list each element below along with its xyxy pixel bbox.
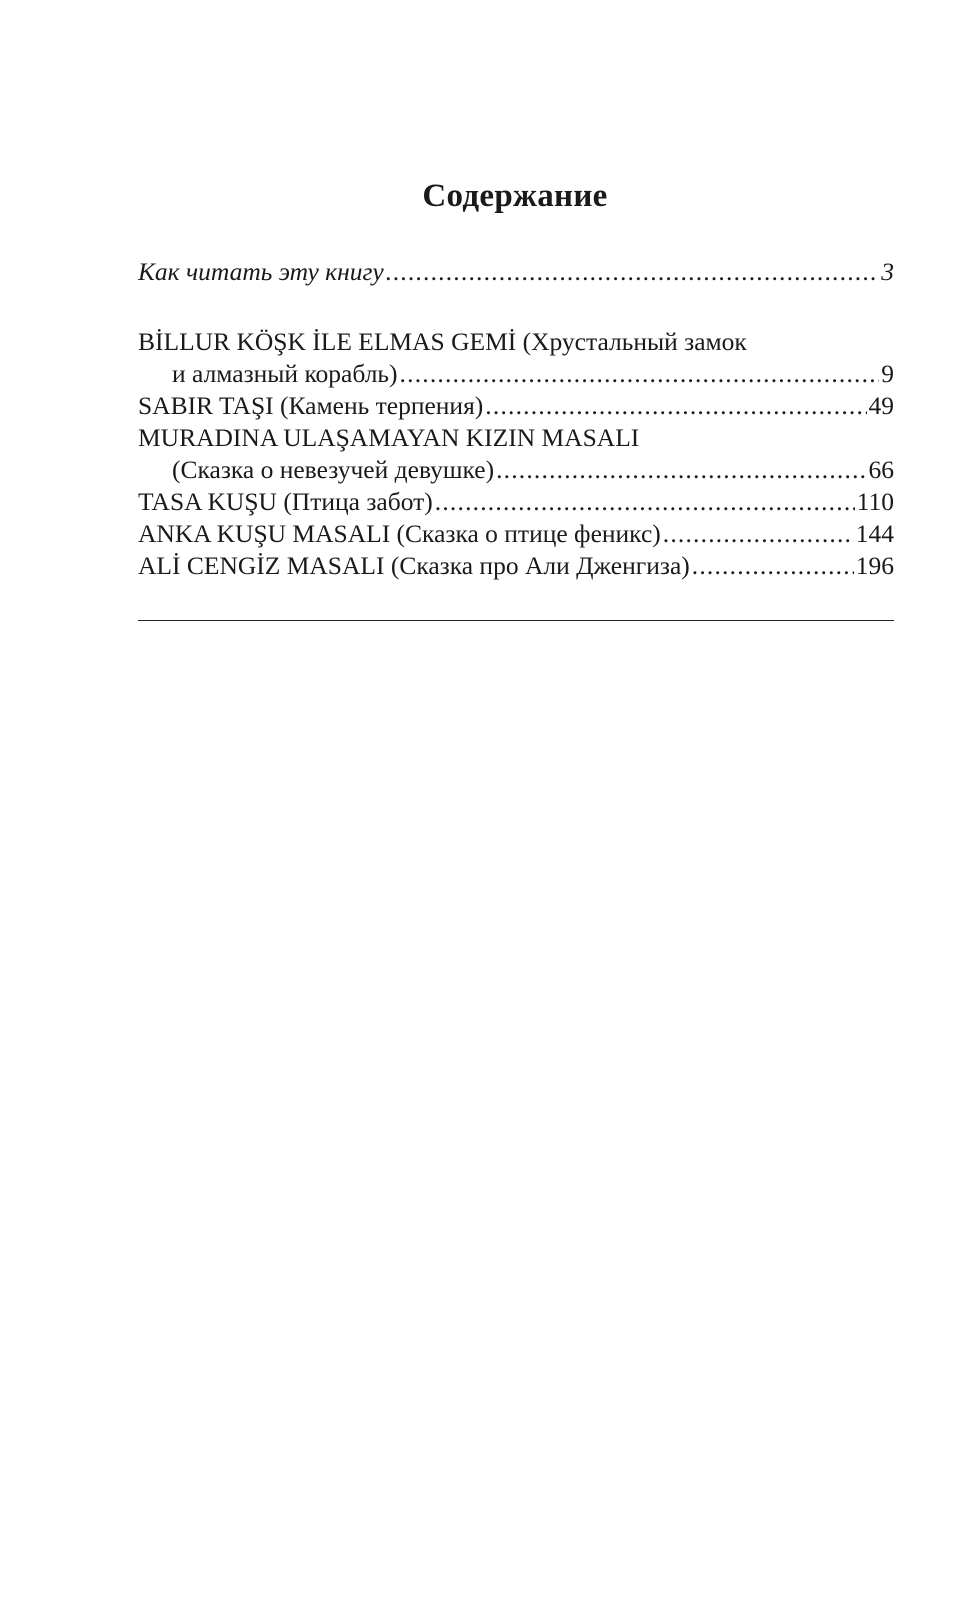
toc-entry-muradina[interactable]	[138, 422, 894, 486]
toc-page-number: 3	[881, 257, 894, 286]
toc-entry-ali-cengiz[interactable]	[138, 550, 894, 582]
toc-entry-intro[interactable]	[138, 256, 894, 288]
toc-page-number: 196	[855, 551, 894, 580]
toc-page-number: 110	[856, 487, 894, 516]
toc-entry-subtitle: (Сказка о невезучей девушке)	[172, 455, 495, 484]
dot-leader	[692, 550, 854, 582]
toc-page-number: 66	[868, 455, 894, 484]
toc-page-number: 9	[881, 359, 894, 388]
toc-entry-sabir-tasi[interactable]	[138, 390, 894, 422]
toc-entry-billur-kosk[interactable]	[138, 326, 894, 390]
page-title: Содержание	[422, 178, 608, 214]
toc-entry-title: TASA KUŞU (Птица забот)	[138, 487, 433, 516]
horizontal-rule	[138, 620, 894, 621]
dot-leader	[485, 390, 866, 422]
dot-leader	[663, 518, 854, 550]
table-of-contents	[138, 256, 894, 582]
toc-entry-tasa-kusu[interactable]	[138, 486, 894, 518]
toc-entry-anka-kusu[interactable]	[138, 518, 894, 550]
dot-leader	[435, 486, 855, 518]
toc-entry-title: ANKA KUŞU MASALI (Сказка о птице феникс)	[138, 519, 661, 548]
toc-entry-title: MURADINA ULAŞAMAYAN KIZIN MASALI	[138, 423, 640, 452]
dot-leader	[400, 358, 880, 390]
dot-leader	[386, 256, 880, 288]
toc-page-number: 144	[855, 519, 894, 548]
toc-entry-title: BİLLUR KÖŞK İLE ELMAS GEMİ (Хрустальный замок	[138, 327, 747, 356]
toc-entry-title: Как читать эту книгу	[138, 257, 384, 286]
dot-leader	[496, 454, 866, 486]
toc-entry-title: ALİ CENGİZ MASALI (Сказка про Али Дженгиза)	[138, 551, 690, 580]
toc-page-number: 49	[868, 391, 894, 420]
toc-entry-subtitle: и алмазный корабль)	[172, 359, 398, 388]
toc-entry-title: SABIR TAŞI (Камень терпения)	[138, 391, 484, 420]
